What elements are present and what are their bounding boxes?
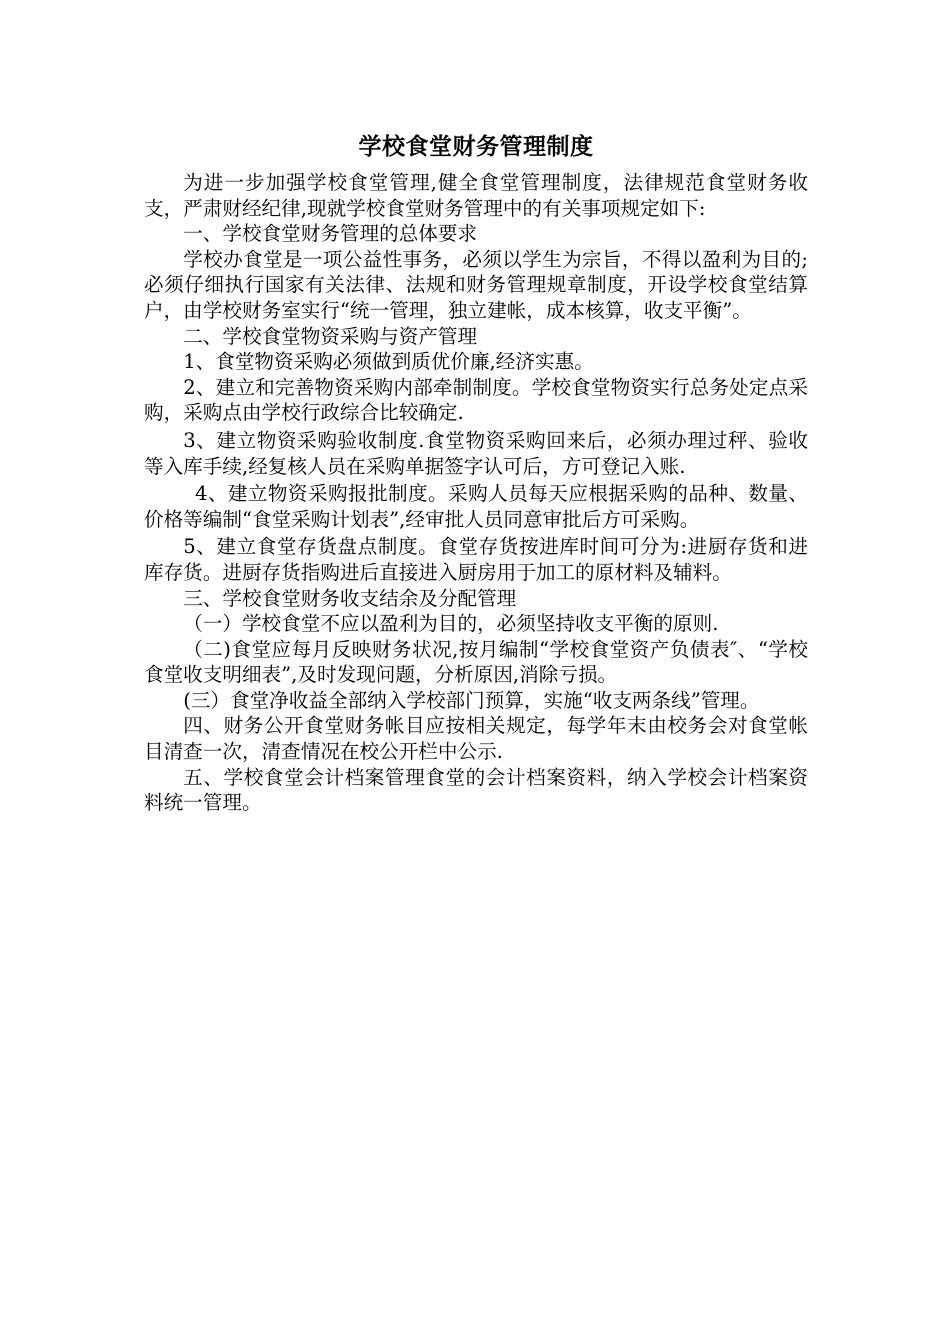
section-4-paragraph: 四、财务公开食堂财务帐目应按相关规定，每学年末由校务会对食堂帐目清查一次，清查情况在校公开栏中公示.: [144, 714, 808, 764]
section-heading-3: 三、学校食堂财务收支结余及分配管理: [183, 586, 517, 610]
section-5-paragraph: 五、学校食堂会计档案管理食堂的会计档案资料，纳入学校会计档案资料统一管理。: [144, 765, 808, 815]
section-1-paragraph: 学校办食堂是一项公益性事务，必须以学生为宗旨，不得以盈利为目的;必须仔细执行国家有关法律、法规和财务管理规章制度，开设学校食堂结算户，由学校财务室实行“统一管理，独立建帐，成本核算，收支平衡”。: [144, 247, 808, 322]
intro-paragraph: 为进一步加强学校食堂管理,健全食堂管理制度，法律规范食堂财务收支，严肃财经纪律,现就学校食堂财务管理中的有关事项规定如下:: [144, 171, 808, 220]
section-2-item-5: 5、建立食堂存货盘点制度。食堂存货按进库时间可分为:进厨存货和进库存货。进厨存货指购进后直接进入厨房用于加工的原材料及辅料。: [144, 535, 808, 584]
section-heading-1: 一、学校食堂财务管理的总体要求: [183, 222, 478, 246]
document-page: [144, 128, 808, 816]
section-2-item-2: 2、建立和完善物资采购内部牵制制度。学校食堂物资实行总务处定点采购，采购点由学校行政综合比较确定.: [144, 375, 808, 425]
section-heading-2: 二、学校食堂物资采购与资产管理: [183, 324, 478, 348]
section-3-item-2: （二)食堂应每月反映财务状况,按月编制“学校食堂资产负债表″、“学校食堂收支明细表”,及时发现问题，分析原因,消除亏损。: [144, 637, 808, 687]
section-2-item-3: 3、建立物资采购验收制度.食堂物资采购回来后，必须办理过秤、验收等入库手续,经复核人员在采购单据签字认可后，方可登记入账.: [144, 428, 808, 478]
section-2-item-4: 4、建立物资采购报批制度。采购人员每天应根据采购的品种、数量、价格等编制“食堂采购计划表”,经审批人员同意审批后方可采购。: [144, 482, 808, 531]
document-title: 学校食堂财务管理制度: [358, 134, 594, 160]
section-3-item-1: （一）学校食堂不应以盈利为目的，必须坚持收支平衡的原则.: [183, 612, 719, 636]
section-3-item-3: (三）食堂净收益全部纳入学校部门预算，实施“收支两条线”管理。: [183, 688, 760, 712]
section-2-item-1: 1、食堂物资采购必须做到质优价廉,经济实惠。: [183, 350, 594, 374]
